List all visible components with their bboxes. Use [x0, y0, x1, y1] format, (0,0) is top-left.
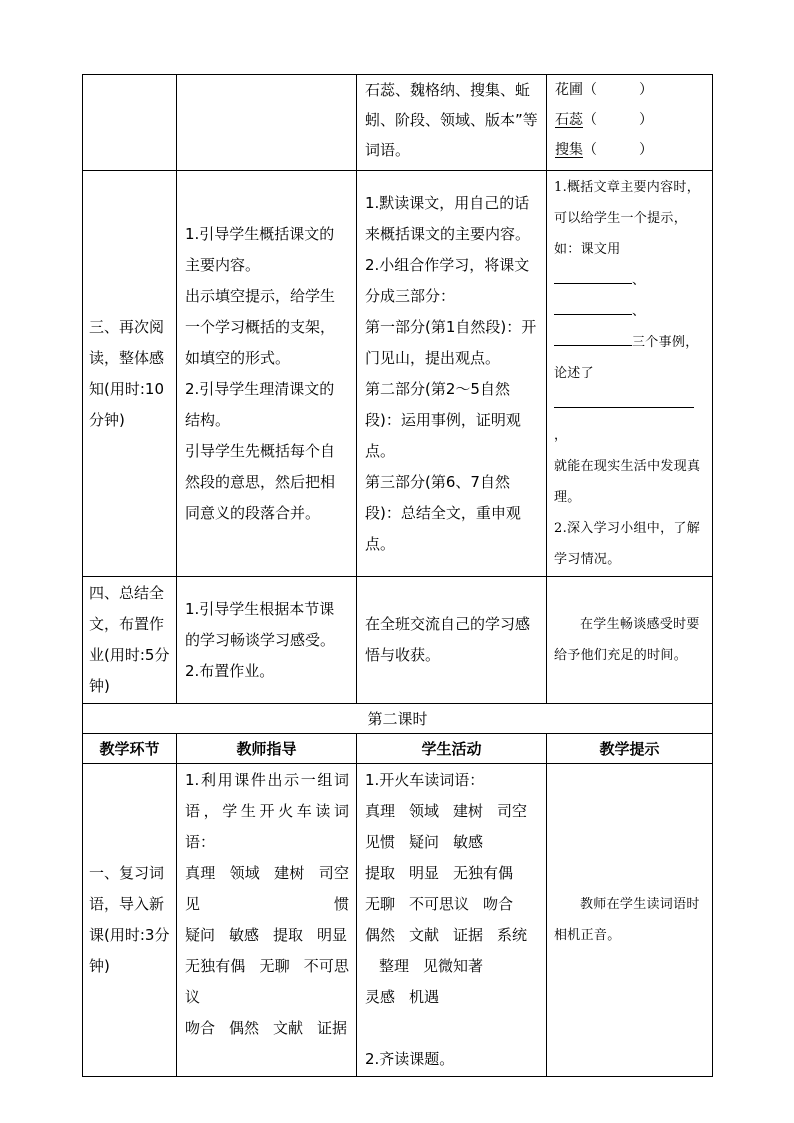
column-header: 教学提示 [547, 734, 713, 764]
student-activity-cell [357, 75, 547, 171]
lesson-section-title: 第二课时 [83, 704, 713, 734]
student-text: 在全班交流自己的学习感悟与收获。 [365, 615, 531, 664]
spacer [365, 1013, 539, 1044]
column-header: 教学环节 [83, 734, 177, 764]
pinyin-item: 花圃（ ） [555, 82, 653, 98]
hint-blank-line: ， [554, 389, 706, 451]
table-row [83, 577, 713, 704]
student-text: 第一部分(第1自然段)：开门见山，提出观点。 [365, 317, 537, 367]
stage-label: 四、总结全文，布置作业(用时:5分钟) [89, 584, 170, 695]
teacher-guidance-cell [177, 577, 357, 704]
teacher-text: 1.引导学生根据本节课的学习畅谈学习感受。 [185, 599, 336, 649]
table-row [83, 75, 713, 171]
lesson-plan-table [82, 74, 713, 1077]
vocab-line: 真理 领域 建树 司空见惯 疑问 敏感 [365, 802, 528, 851]
fill-blank [554, 391, 694, 408]
hint-blank-line: 、 [554, 296, 706, 327]
stage-cell [83, 764, 177, 1077]
hint-text: 1.概括文章主要内容时，可以给学生一个提示，如：课文用 [554, 180, 701, 257]
vocab-line: 偶然 文献 证据 系统整理 见微知著 [365, 926, 528, 975]
student-activity-cell [357, 171, 547, 577]
teacher-guidance-cell [177, 171, 357, 577]
hint-cell [547, 764, 713, 1077]
pinyin-item: 石蕊（ ） [555, 112, 653, 128]
hint-blank-line: 三个事例， [554, 327, 706, 358]
fill-blank [554, 329, 632, 346]
hint-text: 论述了 [554, 366, 594, 381]
student-text: 第三部分(第6、7自然段)：总结全文，重申观点。 [365, 472, 521, 553]
hint-text: 在学生畅谈感受时要给予他们充足的时间。 [554, 617, 700, 663]
teacher-guidance-cell [177, 764, 357, 1077]
hint-cell [547, 577, 713, 704]
student-text: 2.齐读课题。 [365, 1050, 455, 1068]
teacher-text: 2.引导学生理清课文的结构。 [185, 379, 335, 429]
vocab-line: 疑问 敏感 提取 明显 [185, 926, 348, 944]
student-activity-cell [357, 577, 547, 704]
teacher-text: 2.布置作业。 [185, 661, 275, 680]
vocab-line: 无聊 不可思议 吻合 [365, 895, 514, 913]
hint-text: 就能在现实生活中发现真理。 [554, 459, 701, 505]
student-text: 1.开火车读词语： [365, 771, 485, 789]
stage-label: 一、复习词语，导入新课(用时:3分钟) [89, 864, 170, 975]
column-header: 教师指导 [177, 734, 357, 764]
hint-cell [547, 171, 713, 577]
hint-cell [547, 75, 713, 171]
vocab-line: 真理 领域 建树 司空见惯 [185, 864, 349, 913]
fill-blank [554, 298, 632, 315]
teacher-cell-empty [177, 75, 357, 171]
stage-cell [83, 577, 177, 704]
student-text: 1.默读课文，用自己的话来概括课文的主要内容。 [365, 193, 531, 243]
teacher-text: 1.利用课件出示一组词语，学生开火车读词语： [185, 771, 349, 851]
table-row [83, 171, 713, 577]
stage-cell [83, 171, 177, 577]
table-header-row [83, 734, 713, 764]
fill-blank [554, 267, 632, 284]
table-row [83, 764, 713, 1077]
table-row [83, 704, 713, 734]
hint-text: 2.深入学习小组中，了解学习情况。 [554, 521, 701, 567]
column-header: 学生活动 [357, 734, 547, 764]
vocab-list-text: 石蕊、魏格纳、搜集、蚯蚓、阶段、领域、版本”等词语。 [365, 81, 538, 159]
vocab-line: 灵感 机遇 [365, 988, 440, 1006]
student-activity-cell [357, 764, 547, 1077]
teacher-text: 引导学生先概括每个自然段的意思，然后把相同意义的段落合并。 [185, 441, 336, 522]
teacher-text: 1.引导学生概括课文的主要内容。 [185, 224, 335, 274]
stage-label: 三、再次阅读，整体感知(用时:10分钟) [89, 317, 165, 429]
student-text: 第二部分(第2～5自然段)：运用事例，证明观点。 [365, 379, 521, 460]
hint-blank-line: 、 [554, 265, 706, 296]
student-text: 2.小组合作学习，将课文分成三部分： [365, 255, 530, 305]
pinyin-item: 搜集（ ） [555, 142, 653, 158]
vocab-line: 吻合 偶然 文献 证据 [185, 1019, 348, 1037]
vocab-line: 提取 明显 无独有偶 [365, 864, 514, 882]
vocab-line: 无独有偶 无聊 不可思议 [185, 957, 349, 1006]
stage-cell-empty [83, 75, 177, 171]
hint-text: 教师在学生读词语时相机正音。 [554, 897, 700, 943]
teacher-text: 出示填空提示，给学生一个学习概括的支架，如填空的形式。 [185, 286, 336, 367]
